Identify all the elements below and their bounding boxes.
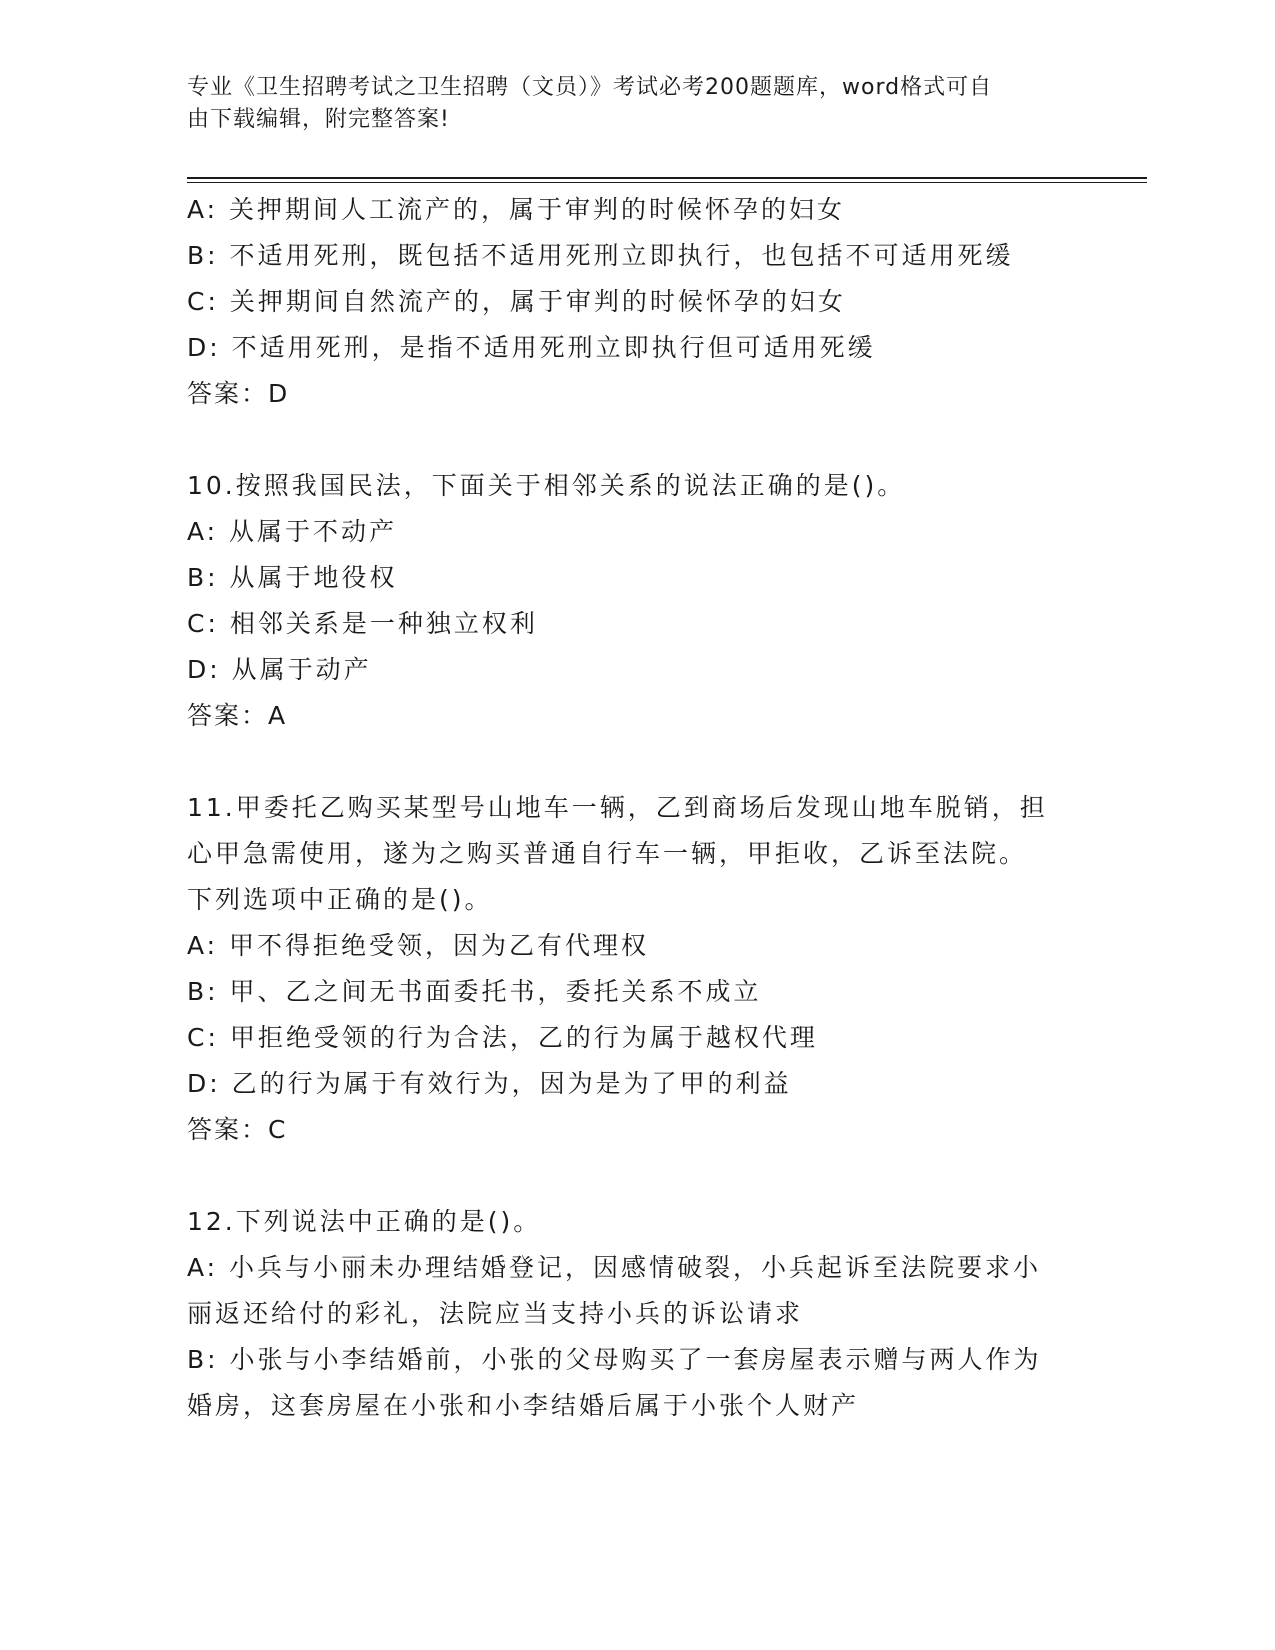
question-10-block — [187, 463, 1067, 739]
option-c: C: 关押期间自然流产的，属于审判的时候怀孕的妇女 — [187, 287, 846, 316]
option-d: D: 从属于动产 — [187, 655, 372, 684]
option-d: D: 乙的行为属于有效行为，因为是为了甲的利益 — [187, 1069, 792, 1098]
answer-line: 答案：A — [187, 701, 288, 730]
option-b-line-2: 婚房，这套房屋在小张和小李结婚后属于小张个人财产 — [187, 1391, 860, 1420]
option-b: B: 不适用死刑，既包括不适用死刑立即执行，也包括不可适用死缓 — [187, 241, 1014, 270]
question-11-block — [187, 785, 1067, 1153]
question-stem-line-2: 心甲急需使用，遂为之购买普通自行车一辆，甲拒收，乙诉至法院。 — [187, 839, 1028, 868]
option-a: A: 关押期间人工流产的，属于审判的时候怀孕的妇女 — [187, 195, 846, 224]
option-b: B: 甲、乙之间无书面委托书，委托关系不成立 — [187, 977, 762, 1006]
option-b-line-1: B: 小张与小李结婚前，小张的父母购买了一套房屋表示赠与两人作为 — [187, 1345, 1042, 1374]
header-divider-thin — [187, 182, 1147, 183]
option-d: D: 不适用死刑，是指不适用死刑立即执行但可适用死缓 — [187, 333, 876, 362]
question-12-block — [187, 1199, 1067, 1429]
question-stem-line-3: 下列选项中正确的是()。 — [187, 885, 493, 914]
question-list — [187, 187, 1067, 1429]
header-divider-thick — [187, 177, 1147, 179]
option-b: B: 从属于地役权 — [187, 563, 398, 592]
option-a: A: 从属于不动产 — [187, 517, 398, 546]
spacer — [187, 417, 1067, 463]
question-stem: 10.按照我国民法，下面关于相邻关系的说法正确的是()。 — [187, 471, 906, 500]
question-9-block — [187, 187, 1067, 417]
spacer — [187, 739, 1067, 785]
header-line-2: 由下载编辑，附完整答案! — [187, 107, 450, 132]
question-stem-line-1: 11.甲委托乙购买某型号山地车一辆，乙到商场后发现山地车脱销，担 — [187, 793, 1048, 822]
option-a: A: 甲不得拒绝受领，因为乙有代理权 — [187, 931, 650, 960]
question-stem: 12.下列说法中正确的是()。 — [187, 1207, 542, 1236]
option-a-line-1: A: 小兵与小丽未办理结婚登记，因感情破裂，小兵起诉至法院要求小 — [187, 1253, 1042, 1282]
header-line-1: 专业《卫生招聘考试之卫生招聘（文员）》考试必考200题题库，word格式可自 — [187, 75, 993, 100]
document-header — [187, 72, 1067, 136]
option-a-line-2: 丽返还给付的彩礼，法院应当支持小兵的诉讼请求 — [187, 1299, 804, 1328]
option-c: C: 相邻关系是一种独立权利 — [187, 609, 538, 638]
answer-line: 答案：C — [187, 1115, 288, 1144]
answer-line: 答案：D — [187, 379, 290, 408]
option-c: C: 甲拒绝受领的行为合法，乙的行为属于越权代理 — [187, 1023, 818, 1052]
spacer — [187, 1153, 1067, 1199]
